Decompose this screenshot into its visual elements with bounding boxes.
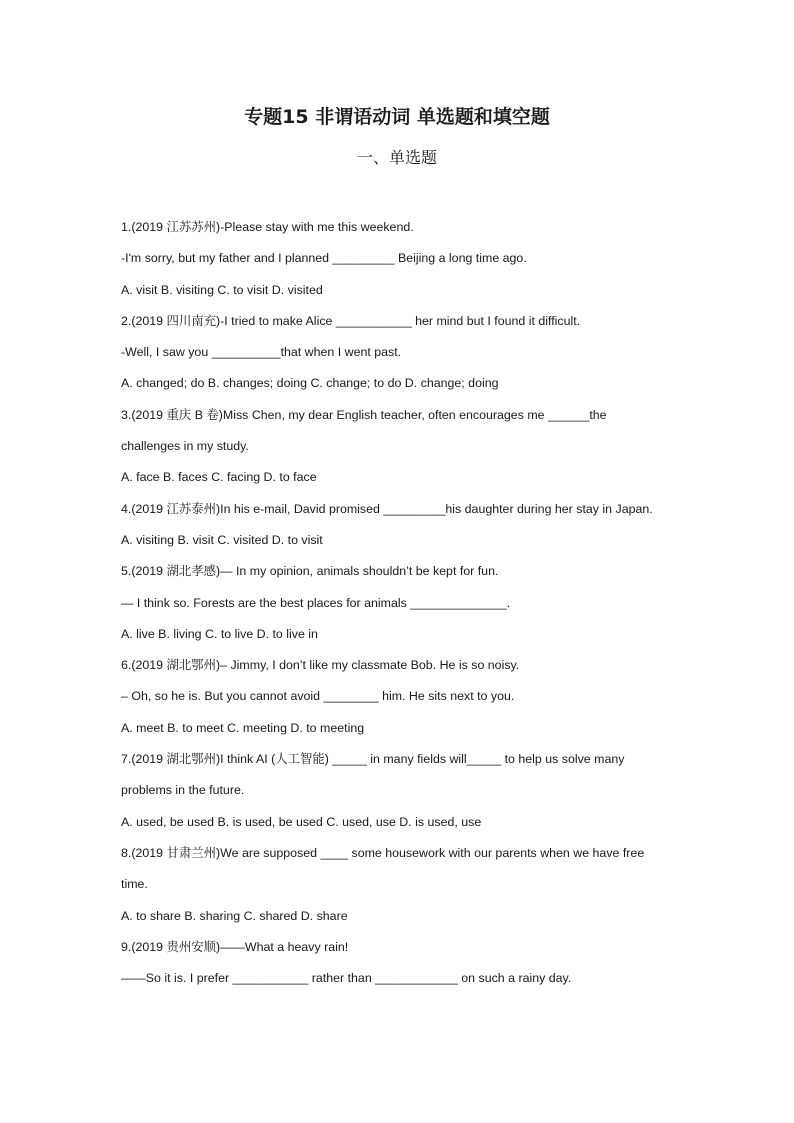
text-line: 6.(2019 湖北鄂州)– Jimmy, I don’t like my classmate Bob. He is so noisy.: [121, 658, 520, 673]
text-line: A. changed; do B. changes; doing C. change; to do D. change; doing: [121, 376, 499, 391]
text-line: A. visit B. visiting C. to visit D. visited: [121, 282, 323, 297]
text-line: 5.(2019 湖北孝感)— In my opinion, animals shouldn’t be kept for fun.: [121, 564, 499, 579]
text-line: A. used, be used B. is used, be used C. used, use D. is used, use: [121, 814, 482, 829]
text-line: time.: [121, 877, 148, 892]
text-line: A. live B. living C. to live D. to live in: [121, 626, 318, 641]
text-line: 3.(2019 重庆 B 卷)Miss Chen, my dear English teacher, often encourages me ______the: [121, 407, 607, 422]
text-line: — I think so. Forests are the best places for animals ______________.: [121, 595, 511, 610]
text-line: 1.(2019 江苏苏州)-Please stay with me this weekend.: [121, 220, 414, 234]
text-line: – Oh, so he is. But you cannot avoid ________ him. He sits next to you.: [121, 689, 515, 704]
section-title: 一、单选题: [356, 148, 437, 167]
question-list: [121, 212, 681, 994]
text-line: -I'm sorry, but my father and I planned _________ Beijing a long time ago.: [121, 251, 527, 266]
text-line: challenges in my study.: [121, 439, 249, 454]
text-line: 4.(2019 江苏泰州)In his e-mail, David promised _________his daughter during her stay in Japan.: [121, 501, 653, 516]
text-line: problems in the future.: [121, 783, 245, 798]
text-line: 9.(2019 贵州安顺)——What a heavy rain!: [121, 939, 349, 954]
text-line: ——So it is. I prefer ___________ rather than ____________ on such a rainy day.: [121, 971, 572, 986]
text-line: 7.(2019 湖北鄂州)I think AI (人工智能) _____ in many fields will_____ to help us solve many: [121, 752, 625, 767]
text-line: A. face B. faces C. facing D. to face: [121, 470, 317, 485]
page-title: 专题15 非谓语动词 单选题和填空题: [244, 106, 550, 128]
text-line: A. visiting B. visit C. visited D. to visit: [121, 532, 323, 547]
text-line: 2.(2019 四川南充)-I tried to make Alice ___________ her mind but I found it difficult.: [121, 313, 581, 328]
text-line: -Well, I saw you __________that when I went past.: [121, 345, 402, 360]
text-line: 8.(2019 甘肃兰州)We are supposed ____ some housework with our parents when we have free: [121, 845, 645, 860]
text-line: A. to share B. sharing C. shared D. share: [121, 908, 348, 923]
text-line: A. meet B. to meet C. meeting D. to meeting: [121, 720, 365, 735]
